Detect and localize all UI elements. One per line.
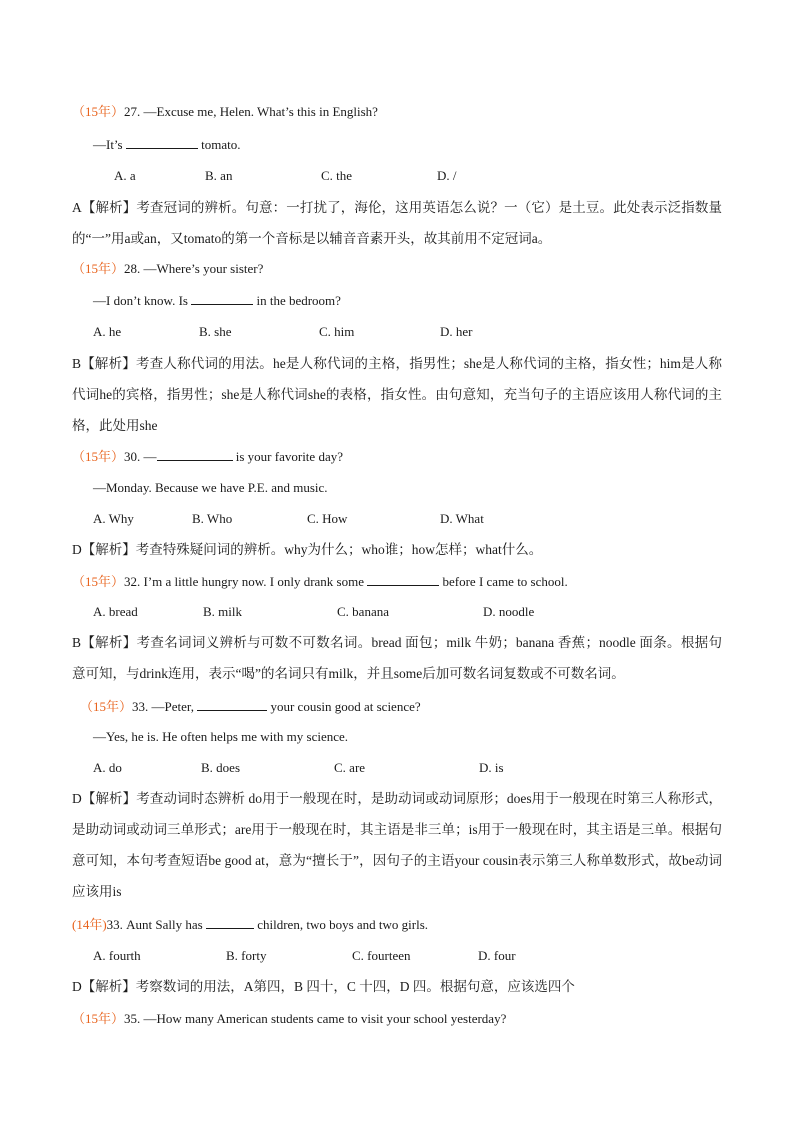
option-d: D. four	[478, 948, 516, 963]
question-35-prompt: （15年）35. —How many American students came to visit your school yesterday?	[72, 1011, 507, 1026]
answer-blank	[197, 698, 267, 711]
option-d: D. her	[440, 324, 473, 339]
question-30-prompt: （15年）30. — is your favorite day?	[72, 449, 343, 464]
option-c: C. him	[319, 324, 355, 339]
answer-blank	[206, 916, 254, 929]
question-32-prompt: （15年）32. I’m a little hungry now. I only drank some before I came to school.	[72, 574, 568, 589]
year-tag: （15年）	[80, 699, 133, 714]
year-tag: （15年）	[72, 261, 125, 276]
option-c: C. the	[321, 168, 353, 183]
answer-explanation: A【解析】考查冠词的辨析。句意：一打扰了，海伦，这用英语怎么说？一（它）是土豆。此处表示泛指数量的“一”用a或an，又tomato的第一个音标是以辅音音素开头，故其前用不定冠词a。	[72, 200, 722, 246]
year-tag: （15年）	[72, 104, 125, 119]
option-a: A. Why	[93, 511, 134, 526]
option-c: C. banana	[337, 604, 389, 619]
option-a: A. a	[114, 168, 136, 183]
question-28-line2: —I don’t know. Is in the bedroom?	[93, 293, 341, 308]
option-d: D. What	[440, 511, 484, 526]
option-a: A. he	[93, 324, 122, 339]
question-27-prompt: （15年）27. —Excuse me, Helen. What’s this in English?	[72, 104, 378, 119]
question-33-line2: —Yes, he is. He often helps me with my science.	[93, 729, 349, 744]
option-b: B. an	[205, 168, 233, 183]
option-b: B. she	[199, 324, 232, 339]
answer-explanation: D【解析】考查动词时态辨析 do用于一般现在时，是助动词或动词原形；does用于一般现在时第三人称形式，是助动词或动词三单形式；are用于一般现在时，其主语是非三单；is用于一般现在时，其主语是三单。根据句意可知，本句考查短语be good at，意为“擅长于”，因句子的主语your cousin表示第三人称单数形式，故be动词应该用is	[72, 791, 722, 899]
option-d: D. is	[479, 760, 504, 775]
option-b: B. forty	[226, 948, 267, 963]
answer-blank	[126, 136, 198, 149]
answer-explanation: B【解析】考查名词词义辨析与可数不可数名词。bread 面包；milk 牛奶；banana 香蕉；noodle 面条。根据句意可知，与drink连用，表示“喝”的名词只有milk，并且some后加可数名词复数或不可数名词。	[72, 635, 722, 681]
answer-blank	[191, 292, 253, 305]
answer-explanation: D【解析】考查特殊疑问词的辨析。why为什么；who谁；how怎样；what什么。	[72, 542, 543, 557]
answer-blank	[367, 573, 439, 586]
year-tag: （15年）	[72, 1011, 125, 1026]
question-27-line2: —It’s tomato.	[93, 137, 241, 152]
option-b: B. does	[201, 760, 240, 775]
option-c: C. are	[334, 760, 366, 775]
question-33b-prompt: (14年)33. Aunt Sally has children, two boys and two girls.	[72, 917, 429, 932]
option-a: A. do	[93, 760, 122, 775]
option-b: B. Who	[192, 511, 233, 526]
year-tag: （15年）	[72, 449, 125, 464]
option-c: C. fourteen	[352, 948, 411, 963]
option-a: A. bread	[93, 604, 138, 619]
option-a: A. fourth	[93, 948, 141, 963]
answer-explanation: D【解析】考察数词的用法，A第四，B 四十，C 十四，D 四。根据句意，应该选四个	[72, 979, 575, 994]
option-d: D. /	[437, 168, 457, 183]
question-30-line2: —Monday. Because we have P.E. and music.	[93, 480, 328, 495]
answer-blank	[157, 448, 233, 461]
question-33-prompt: （15年）33. —Peter, your cousin good at science?	[80, 699, 421, 714]
year-tag: （15年）	[72, 574, 125, 589]
answer-explanation: B【解析】考查人称代词的用法。he是人称代词的主格，指男性；she是人称代词的主格，指女性；him是人称代词he的宾格，指男性；she是人称代词she的表格，指女性。由句意知，充当句子的主语应该用人称代词的主格，此处用she	[72, 356, 722, 433]
option-d: D. noodle	[483, 604, 535, 619]
year-tag: (14年)	[72, 917, 107, 932]
option-c: C. How	[307, 511, 348, 526]
question-28-prompt: （15年）28. —Where’s your sister?	[72, 261, 264, 276]
option-b: B. milk	[203, 604, 243, 619]
